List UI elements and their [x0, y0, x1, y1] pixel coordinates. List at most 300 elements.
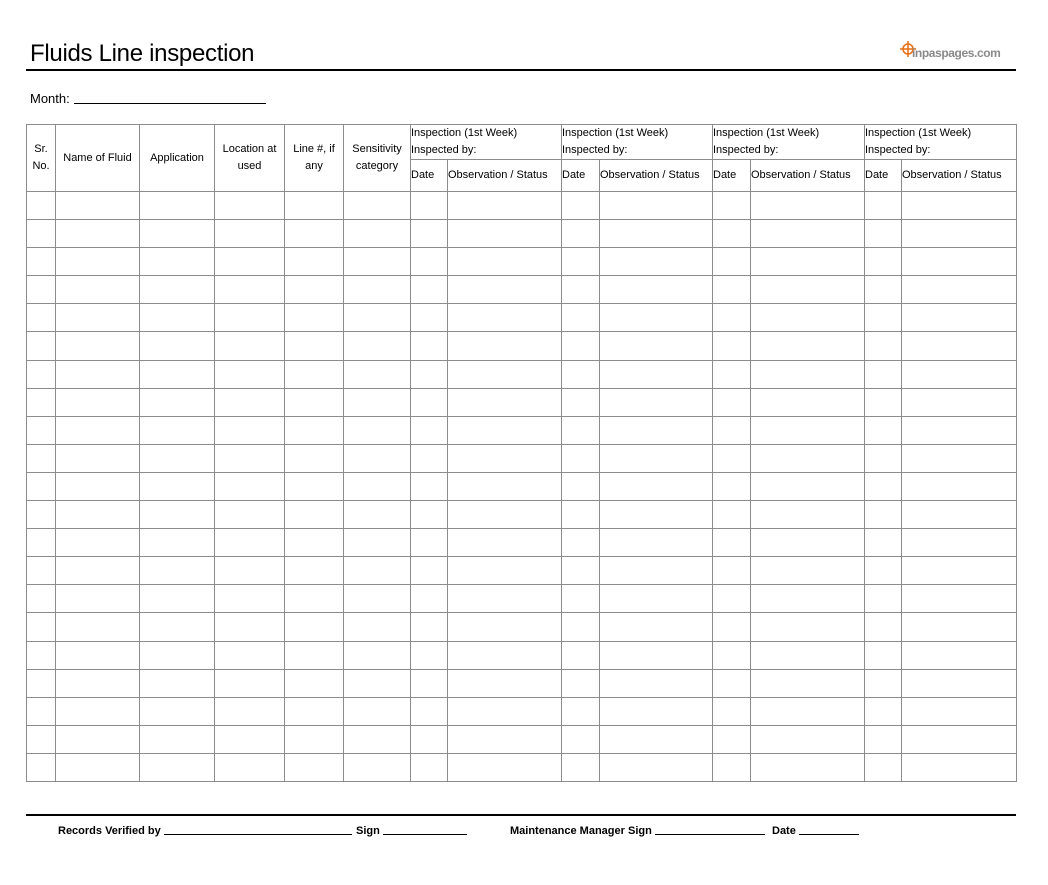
table-cell[interactable] — [448, 192, 562, 220]
table-cell[interactable] — [562, 304, 600, 332]
table-cell[interactable] — [215, 557, 285, 585]
table-cell[interactable] — [411, 220, 448, 248]
table-cell[interactable] — [902, 416, 1017, 444]
table-cell[interactable] — [600, 332, 713, 360]
table-cell[interactable] — [448, 276, 562, 304]
table-cell[interactable] — [902, 697, 1017, 725]
table-cell[interactable] — [448, 725, 562, 753]
table-cell[interactable] — [411, 416, 448, 444]
table-cell[interactable] — [344, 529, 411, 557]
table-cell[interactable] — [285, 304, 344, 332]
table-cell[interactable] — [865, 304, 902, 332]
table-cell[interactable] — [751, 360, 865, 388]
table-cell[interactable] — [27, 416, 56, 444]
table-cell[interactable] — [344, 613, 411, 641]
table-cell[interactable] — [140, 220, 215, 248]
table-cell[interactable] — [285, 613, 344, 641]
table-cell[interactable] — [562, 472, 600, 500]
table-cell[interactable] — [751, 192, 865, 220]
table-cell[interactable] — [140, 753, 215, 781]
table-cell[interactable] — [600, 585, 713, 613]
records-verified-input[interactable] — [164, 824, 352, 835]
table-cell[interactable] — [140, 529, 215, 557]
table-cell[interactable] — [411, 557, 448, 585]
table-cell[interactable] — [751, 613, 865, 641]
table-cell[interactable] — [27, 697, 56, 725]
table-cell[interactable] — [600, 444, 713, 472]
table-cell[interactable] — [751, 388, 865, 416]
table-cell[interactable] — [713, 192, 751, 220]
table-cell[interactable] — [902, 304, 1017, 332]
table-cell[interactable] — [562, 220, 600, 248]
table-cell[interactable] — [600, 276, 713, 304]
table-cell[interactable] — [865, 220, 902, 248]
table-cell[interactable] — [562, 332, 600, 360]
table-cell[interactable] — [713, 501, 751, 529]
table-cell[interactable] — [215, 472, 285, 500]
table-cell[interactable] — [285, 248, 344, 276]
table-cell[interactable] — [713, 416, 751, 444]
table-cell[interactable] — [215, 725, 285, 753]
table-cell[interactable] — [285, 472, 344, 500]
table-cell[interactable] — [344, 557, 411, 585]
table-cell[interactable] — [751, 529, 865, 557]
table-cell[interactable] — [902, 472, 1017, 500]
table-cell[interactable] — [56, 472, 140, 500]
table-cell[interactable] — [713, 388, 751, 416]
table-cell[interactable] — [215, 332, 285, 360]
table-cell[interactable] — [751, 444, 865, 472]
table-cell[interactable] — [562, 753, 600, 781]
table-cell[interactable] — [344, 248, 411, 276]
table-cell[interactable] — [902, 388, 1017, 416]
table-cell[interactable] — [562, 697, 600, 725]
table-cell[interactable] — [751, 220, 865, 248]
table-cell[interactable] — [285, 585, 344, 613]
table-cell[interactable] — [751, 501, 865, 529]
table-cell[interactable] — [140, 444, 215, 472]
table-cell[interactable] — [56, 529, 140, 557]
table-cell[interactable] — [27, 248, 56, 276]
table-cell[interactable] — [215, 276, 285, 304]
table-cell[interactable] — [27, 360, 56, 388]
table-cell[interactable] — [140, 613, 215, 641]
table-cell[interactable] — [902, 641, 1017, 669]
table-cell[interactable] — [600, 388, 713, 416]
table-cell[interactable] — [411, 753, 448, 781]
table-cell[interactable] — [27, 192, 56, 220]
table-cell[interactable] — [411, 248, 448, 276]
table-cell[interactable] — [140, 641, 215, 669]
table-cell[interactable] — [600, 669, 713, 697]
table-cell[interactable] — [600, 304, 713, 332]
table-cell[interactable] — [215, 613, 285, 641]
table-cell[interactable] — [865, 444, 902, 472]
table-cell[interactable] — [56, 248, 140, 276]
table-cell[interactable] — [27, 669, 56, 697]
table-cell[interactable] — [411, 669, 448, 697]
table-cell[interactable] — [56, 332, 140, 360]
table-cell[interactable] — [140, 557, 215, 585]
table-cell[interactable] — [140, 725, 215, 753]
table-cell[interactable] — [865, 192, 902, 220]
table-cell[interactable] — [713, 585, 751, 613]
table-cell[interactable] — [56, 557, 140, 585]
table-cell[interactable] — [902, 585, 1017, 613]
table-cell[interactable] — [902, 725, 1017, 753]
table-cell[interactable] — [902, 529, 1017, 557]
table-cell[interactable] — [56, 613, 140, 641]
table-cell[interactable] — [448, 304, 562, 332]
table-cell[interactable] — [865, 641, 902, 669]
table-cell[interactable] — [713, 248, 751, 276]
table-cell[interactable] — [713, 641, 751, 669]
table-cell[interactable] — [902, 753, 1017, 781]
table-cell[interactable] — [285, 388, 344, 416]
table-cell[interactable] — [56, 192, 140, 220]
table-cell[interactable] — [411, 613, 448, 641]
table-cell[interactable] — [27, 557, 56, 585]
table-cell[interactable] — [140, 276, 215, 304]
table-cell[interactable] — [600, 360, 713, 388]
table-cell[interactable] — [600, 697, 713, 725]
table-cell[interactable] — [865, 585, 902, 613]
table-cell[interactable] — [285, 557, 344, 585]
table-cell[interactable] — [713, 557, 751, 585]
table-cell[interactable] — [56, 416, 140, 444]
table-cell[interactable] — [865, 332, 902, 360]
table-cell[interactable] — [448, 669, 562, 697]
table-cell[interactable] — [751, 725, 865, 753]
table-cell[interactable] — [140, 416, 215, 444]
table-cell[interactable] — [713, 529, 751, 557]
table-cell[interactable] — [448, 360, 562, 388]
maintenance-manager-sign-input[interactable] — [655, 824, 765, 835]
table-cell[interactable] — [902, 557, 1017, 585]
month-input[interactable] — [74, 91, 266, 104]
table-cell[interactable] — [56, 669, 140, 697]
table-cell[interactable] — [902, 332, 1017, 360]
table-cell[interactable] — [27, 388, 56, 416]
table-cell[interactable] — [285, 444, 344, 472]
table-cell[interactable] — [215, 529, 285, 557]
table-cell[interactable] — [865, 248, 902, 276]
sign-input[interactable] — [383, 824, 467, 835]
table-cell[interactable] — [411, 276, 448, 304]
table-cell[interactable] — [56, 388, 140, 416]
table-cell[interactable] — [448, 388, 562, 416]
table-cell[interactable] — [448, 557, 562, 585]
table-cell[interactable] — [27, 585, 56, 613]
table-cell[interactable] — [140, 585, 215, 613]
table-cell[interactable] — [344, 276, 411, 304]
table-cell[interactable] — [344, 192, 411, 220]
table-cell[interactable] — [751, 332, 865, 360]
table-cell[interactable] — [285, 332, 344, 360]
table-cell[interactable] — [865, 669, 902, 697]
table-cell[interactable] — [285, 753, 344, 781]
table-cell[interactable] — [344, 501, 411, 529]
table-cell[interactable] — [140, 697, 215, 725]
table-cell[interactable] — [140, 192, 215, 220]
table-cell[interactable] — [902, 444, 1017, 472]
table-cell[interactable] — [27, 501, 56, 529]
table-cell[interactable] — [751, 697, 865, 725]
table-cell[interactable] — [411, 304, 448, 332]
table-cell[interactable] — [562, 444, 600, 472]
table-cell[interactable] — [215, 641, 285, 669]
table-cell[interactable] — [600, 220, 713, 248]
table-cell[interactable] — [215, 753, 285, 781]
table-cell[interactable] — [140, 304, 215, 332]
table-cell[interactable] — [902, 613, 1017, 641]
table-cell[interactable] — [27, 529, 56, 557]
table-cell[interactable] — [902, 220, 1017, 248]
table-cell[interactable] — [751, 248, 865, 276]
table-cell[interactable] — [285, 416, 344, 444]
table-cell[interactable] — [713, 697, 751, 725]
table-cell[interactable] — [713, 669, 751, 697]
table-cell[interactable] — [562, 529, 600, 557]
table-cell[interactable] — [285, 501, 344, 529]
table-cell[interactable] — [344, 472, 411, 500]
table-cell[interactable] — [411, 388, 448, 416]
table-cell[interactable] — [411, 332, 448, 360]
table-cell[interactable] — [902, 276, 1017, 304]
table-cell[interactable] — [902, 669, 1017, 697]
table-cell[interactable] — [600, 248, 713, 276]
table-cell[interactable] — [751, 472, 865, 500]
table-cell[interactable] — [344, 697, 411, 725]
table-cell[interactable] — [865, 472, 902, 500]
table-cell[interactable] — [411, 472, 448, 500]
table-cell[interactable] — [344, 753, 411, 781]
table-cell[interactable] — [713, 304, 751, 332]
table-cell[interactable] — [448, 472, 562, 500]
table-cell[interactable] — [344, 220, 411, 248]
table-cell[interactable] — [902, 501, 1017, 529]
table-cell[interactable] — [865, 416, 902, 444]
table-cell[interactable] — [713, 276, 751, 304]
table-cell[interactable] — [448, 501, 562, 529]
table-cell[interactable] — [751, 304, 865, 332]
table-cell[interactable] — [140, 472, 215, 500]
table-cell[interactable] — [600, 753, 713, 781]
table-cell[interactable] — [865, 725, 902, 753]
table-cell[interactable] — [713, 360, 751, 388]
table-cell[interactable] — [562, 501, 600, 529]
table-cell[interactable] — [215, 304, 285, 332]
table-cell[interactable] — [344, 444, 411, 472]
table-cell[interactable] — [215, 416, 285, 444]
table-cell[interactable] — [562, 360, 600, 388]
table-cell[interactable] — [285, 641, 344, 669]
table-cell[interactable] — [27, 613, 56, 641]
table-cell[interactable] — [27, 304, 56, 332]
table-cell[interactable] — [27, 472, 56, 500]
table-cell[interactable] — [140, 360, 215, 388]
table-cell[interactable] — [285, 276, 344, 304]
table-cell[interactable] — [344, 360, 411, 388]
table-cell[interactable] — [344, 304, 411, 332]
table-cell[interactable] — [448, 332, 562, 360]
table-cell[interactable] — [411, 192, 448, 220]
table-cell[interactable] — [562, 276, 600, 304]
table-cell[interactable] — [285, 697, 344, 725]
table-cell[interactable] — [600, 472, 713, 500]
table-cell[interactable] — [411, 641, 448, 669]
table-cell[interactable] — [140, 501, 215, 529]
table-cell[interactable] — [751, 276, 865, 304]
table-cell[interactable] — [344, 416, 411, 444]
table-cell[interactable] — [344, 332, 411, 360]
table-cell[interactable] — [56, 220, 140, 248]
table-cell[interactable] — [56, 360, 140, 388]
table-cell[interactable] — [411, 360, 448, 388]
table-cell[interactable] — [215, 669, 285, 697]
table-cell[interactable] — [448, 585, 562, 613]
table-cell[interactable] — [902, 360, 1017, 388]
table-cell[interactable] — [448, 248, 562, 276]
table-cell[interactable] — [411, 697, 448, 725]
table-cell[interactable] — [448, 697, 562, 725]
table-cell[interactable] — [215, 444, 285, 472]
table-cell[interactable] — [562, 669, 600, 697]
table-cell[interactable] — [600, 416, 713, 444]
table-cell[interactable] — [562, 416, 600, 444]
table-cell[interactable] — [562, 585, 600, 613]
table-cell[interactable] — [56, 304, 140, 332]
table-cell[interactable] — [448, 220, 562, 248]
table-cell[interactable] — [562, 388, 600, 416]
table-cell[interactable] — [562, 248, 600, 276]
table-cell[interactable] — [751, 669, 865, 697]
table-cell[interactable] — [448, 641, 562, 669]
table-cell[interactable] — [902, 192, 1017, 220]
table-cell[interactable] — [713, 753, 751, 781]
table-cell[interactable] — [140, 669, 215, 697]
table-cell[interactable] — [600, 557, 713, 585]
table-cell[interactable] — [448, 416, 562, 444]
table-cell[interactable] — [27, 641, 56, 669]
table-cell[interactable] — [27, 725, 56, 753]
table-cell[interactable] — [751, 641, 865, 669]
table-cell[interactable] — [56, 753, 140, 781]
table-cell[interactable] — [27, 276, 56, 304]
table-cell[interactable] — [215, 220, 285, 248]
table-cell[interactable] — [140, 388, 215, 416]
table-cell[interactable] — [600, 529, 713, 557]
table-cell[interactable] — [215, 192, 285, 220]
table-cell[interactable] — [27, 220, 56, 248]
table-cell[interactable] — [285, 220, 344, 248]
table-cell[interactable] — [448, 444, 562, 472]
table-cell[interactable] — [902, 248, 1017, 276]
table-cell[interactable] — [285, 529, 344, 557]
table-cell[interactable] — [56, 585, 140, 613]
table-cell[interactable] — [140, 332, 215, 360]
table-cell[interactable] — [600, 613, 713, 641]
table-cell[interactable] — [344, 669, 411, 697]
table-cell[interactable] — [285, 192, 344, 220]
table-cell[interactable] — [344, 585, 411, 613]
table-cell[interactable] — [865, 529, 902, 557]
table-cell[interactable] — [865, 388, 902, 416]
table-cell[interactable] — [865, 613, 902, 641]
table-cell[interactable] — [140, 248, 215, 276]
table-cell[interactable] — [865, 697, 902, 725]
table-cell[interactable] — [713, 444, 751, 472]
table-cell[interactable] — [562, 557, 600, 585]
table-cell[interactable] — [562, 613, 600, 641]
table-cell[interactable] — [600, 192, 713, 220]
table-cell[interactable] — [600, 641, 713, 669]
table-cell[interactable] — [411, 585, 448, 613]
table-cell[interactable] — [56, 697, 140, 725]
table-cell[interactable] — [713, 332, 751, 360]
table-cell[interactable] — [56, 276, 140, 304]
table-cell[interactable] — [865, 276, 902, 304]
table-cell[interactable] — [562, 641, 600, 669]
table-cell[interactable] — [285, 669, 344, 697]
table-cell[interactable] — [600, 501, 713, 529]
table-cell[interactable] — [865, 501, 902, 529]
table-cell[interactable] — [600, 725, 713, 753]
table-cell[interactable] — [411, 501, 448, 529]
table-cell[interactable] — [27, 332, 56, 360]
table-cell[interactable] — [713, 613, 751, 641]
table-cell[interactable] — [411, 725, 448, 753]
table-cell[interactable] — [865, 753, 902, 781]
table-cell[interactable] — [448, 529, 562, 557]
table-cell[interactable] — [285, 360, 344, 388]
table-cell[interactable] — [215, 248, 285, 276]
table-cell[interactable] — [344, 388, 411, 416]
table-cell[interactable] — [448, 613, 562, 641]
table-cell[interactable] — [27, 753, 56, 781]
table-cell[interactable] — [56, 641, 140, 669]
table-cell[interactable] — [865, 557, 902, 585]
table-cell[interactable] — [215, 360, 285, 388]
table-cell[interactable] — [751, 416, 865, 444]
table-cell[interactable] — [285, 725, 344, 753]
table-cell[interactable] — [751, 557, 865, 585]
table-cell[interactable] — [751, 585, 865, 613]
table-row — [27, 304, 1017, 332]
table-cell[interactable] — [448, 753, 562, 781]
table-cell[interactable] — [27, 444, 56, 472]
table-cell[interactable] — [411, 444, 448, 472]
table-cell[interactable] — [56, 725, 140, 753]
table-cell[interactable] — [215, 388, 285, 416]
table-cell[interactable] — [865, 360, 902, 388]
table-cell[interactable] — [215, 501, 285, 529]
table-cell[interactable] — [411, 529, 448, 557]
table-cell[interactable] — [344, 725, 411, 753]
table-cell[interactable] — [713, 472, 751, 500]
table-cell[interactable] — [215, 585, 285, 613]
table-cell[interactable] — [713, 220, 751, 248]
table-cell[interactable] — [713, 725, 751, 753]
table-cell[interactable] — [562, 192, 600, 220]
table-cell[interactable] — [344, 641, 411, 669]
table-cell[interactable] — [751, 753, 865, 781]
date-input[interactable] — [799, 824, 859, 835]
table-cell[interactable] — [215, 697, 285, 725]
table-cell[interactable] — [56, 444, 140, 472]
table-cell[interactable] — [56, 501, 140, 529]
table-cell[interactable] — [562, 725, 600, 753]
